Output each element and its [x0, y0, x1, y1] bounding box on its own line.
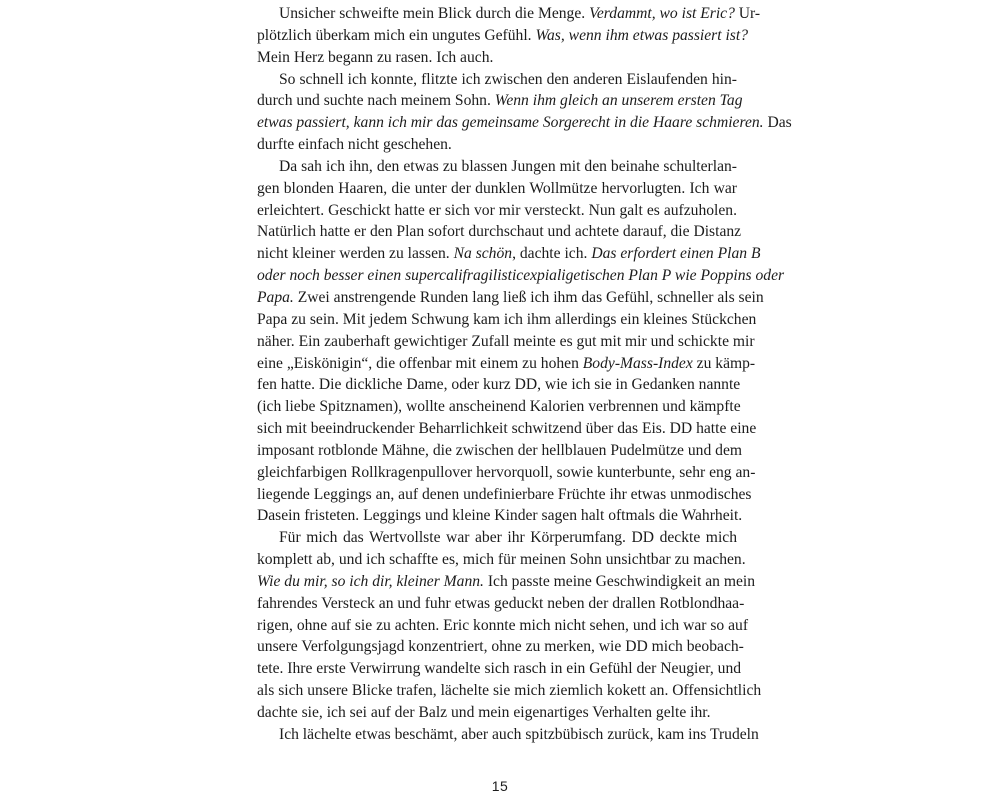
text-line — [257, 353, 756, 375]
text-run: (ich liebe Spitznamen), wollte anscheinend Kalorien verbrennen und kämpfte — [257, 398, 741, 416]
text-line — [257, 702, 737, 724]
text-line — [257, 462, 756, 484]
italic-run: Verdammt, wo ist Eric? — [589, 5, 735, 22]
text-line — [257, 505, 743, 527]
paragraph — [257, 3, 761, 69]
text-run: Mein Herz begann zu rasen. Ich auch. — [257, 48, 494, 66]
text-line — [257, 309, 757, 331]
italic-run: Was, wenn ihm etwas passiert ist? — [535, 26, 749, 44]
text-run: Dasein fristeten. Leggings und kleine Kinder sagen halt oftmals die Wahrheit. — [257, 507, 743, 525]
text-line — [257, 527, 737, 549]
italic-run: Papa. — [257, 288, 294, 306]
text-line — [257, 287, 764, 309]
text-run: zu kämp- — [692, 354, 756, 372]
text-run: plötzlich überkam mich ein ungutes Gefühl. — [257, 26, 536, 44]
text-run: Ich passte meine Geschwindigkeit an mein — [483, 572, 756, 590]
text-run: Zwei anstrengende Runden lang ließ ich ihm das Gefühl, schneller als sein — [293, 288, 764, 306]
text-run: Papa zu sein. Mit jedem Schwung kam ich ihm allerdings ein kleines Stückchen — [257, 310, 757, 328]
text-run: So schnell ich konnte, flitzte ich zwischen den anderen Eislaufenden hin- — [279, 70, 737, 88]
text-run: liegende Leggings an, auf denen undefinierbare Früchte ihr etwas unmodisches — [257, 485, 752, 503]
text-line — [257, 112, 792, 134]
italic-run: Na schön — [453, 245, 513, 263]
italic-run: Das erfordert einen Plan B — [591, 245, 761, 263]
text-run: durfte einfach nicht geschehen. — [257, 136, 452, 154]
page-number: 15 — [491, 778, 509, 794]
text-line — [257, 221, 742, 243]
text-line — [257, 658, 742, 680]
paragraph — [257, 527, 762, 724]
text-run: Natürlich hatte er den Plan sofort durchschaut und achtete darauf, die Distanz — [257, 223, 742, 241]
text-run: nicht kleiner werden zu lassen. — [257, 245, 454, 263]
text-line — [257, 593, 745, 615]
text-run: erleichtert. Geschickt hatte er sich vor mir versteckt. Nun galt es aufzuholen. — [257, 201, 737, 219]
text-line — [257, 3, 761, 25]
text-line — [257, 418, 757, 440]
body-text — [257, 3, 792, 746]
text-run: , dachte ich. — [512, 245, 592, 263]
italic-run: Wenn ihm gleich an unserem ersten Tag — [494, 92, 743, 110]
text-run: gleichfarbigen Rollkragenpullover hervorquoll, sowie kunterbunte, sehr eng an- — [257, 463, 756, 481]
text-run: dachte sie, ich sei auf der Balz und mein eigenartiges Verhalten gelte ihr. — [257, 704, 711, 721]
text-line — [257, 331, 755, 353]
paragraph — [257, 156, 785, 527]
text-line — [257, 156, 737, 178]
text-line — [257, 25, 749, 47]
text-run: rigen, ohne auf sie zu achten. Eric konnte mich nicht sehen, und ich war so auf — [257, 616, 749, 634]
text-run: eine „Eiskönigin“, die offenbar mit einem zu hohen — [257, 354, 583, 372]
text-line — [257, 571, 756, 593]
italic-run: etwas passiert, kann ich mir das gemeinsame Sorgerecht in die Haare schmieren. — [257, 114, 764, 132]
text-line — [257, 374, 741, 396]
text-run: Das — [763, 114, 792, 132]
text-run: fahrendes Versteck an und fuhr etwas geduckt neben der drallen Rotblondhaa- — [257, 594, 745, 612]
text-run: gen blonden Haaren, die unter der dunklen Wollmütze hervorlugten. Ich war — [257, 179, 737, 197]
text-line — [257, 549, 746, 571]
text-line — [257, 615, 749, 637]
text-line — [257, 178, 737, 200]
text-line — [257, 724, 759, 746]
text-run: näher. Ein zauberhaft gewichtiger Zufall meinte es gut mit mir und schickte mir — [257, 332, 755, 350]
text-line — [257, 636, 744, 658]
text-line — [257, 484, 752, 506]
text-run: unsere Verfolgungsjagd konzentriert, ohne zu merken, wie DD mich beobach- — [257, 638, 744, 656]
paragraph — [257, 724, 759, 746]
text-run: Ich lächelte etwas beschämt, aber auch spitzbübisch zurück, kam ins Trudeln — [279, 725, 759, 743]
text-line — [257, 69, 737, 91]
text-run: komplett ab, und ich schaffte es, mich für meinen Sohn unsichtbar zu machen. — [257, 551, 746, 569]
text-run: Ur- — [734, 5, 761, 22]
text-run: imposant rotblonde Mähne, die zwischen der hellblauen Pudelmütze und dem — [257, 441, 743, 459]
text-run: Unsicher schweifte mein Blick durch die Menge. — [279, 5, 590, 22]
text-run: tete. Ihre erste Verwirrung wandelte sich rasch in ein Gefühl der Neugier, und — [257, 660, 742, 678]
text-run: sich mit beeindruckender Beharrlichkeit schwitzend über das Eis. DD hatte eine — [257, 420, 757, 438]
text-run: durch und suchte nach meinem Sohn. — [257, 92, 495, 110]
text-line — [257, 90, 743, 112]
italic-run: oder noch besser einen supercalifragilisticexpialigetischen Plan P wie Poppins oder — [257, 267, 785, 285]
text-run: Für mich das Wertvollste war aber ihr Körperumfang. DD deckte mich — [279, 529, 737, 547]
text-line — [257, 680, 762, 702]
text-line — [257, 200, 737, 222]
text-run: als sich unsere Blicke trafen, lächelte sie mich ziemlich kokett an. Offensichtlich — [257, 682, 762, 700]
italic-run: Wie du mir, so ich dir, kleiner Mann. — [257, 572, 484, 590]
text-line — [257, 134, 737, 156]
italic-run: Body-Mass-Index — [582, 354, 693, 372]
text-run: Da sah ich ihn, den etwas zu blassen Jungen mit den beinahe schulterlan- — [279, 157, 737, 175]
text-line — [257, 243, 761, 265]
text-line — [257, 396, 741, 418]
text-line — [257, 440, 743, 462]
text-run: fen hatte. Die dickliche Dame, oder kurz DD, wie ich sie in Gedanken nannte — [257, 376, 741, 394]
text-line — [257, 265, 785, 287]
text-line — [257, 47, 737, 69]
paragraph — [257, 69, 792, 156]
